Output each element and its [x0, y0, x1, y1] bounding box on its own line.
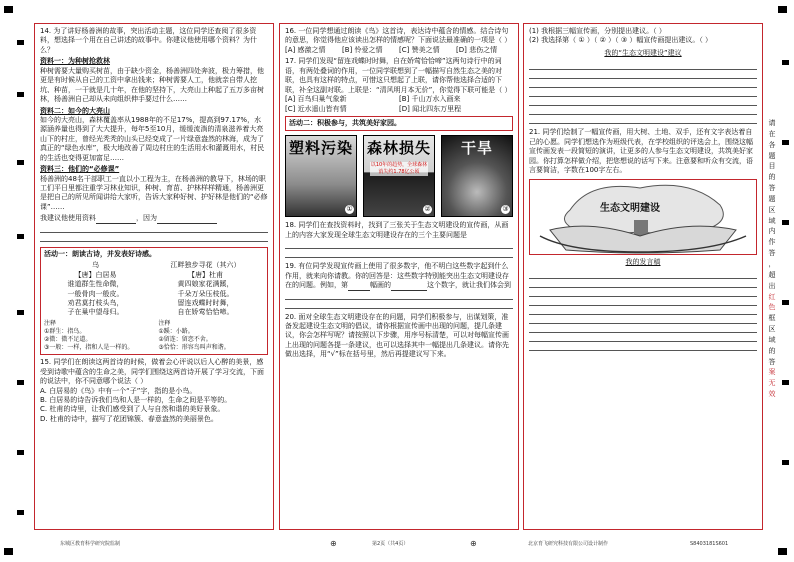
poster-number: ②: [424, 205, 431, 214]
q20-prompt: 20. 面对全球生态文明建设存在的问题，同学们积极参与，出谋划策，准备发起建设生态文明的倡议，请你根据宣传画中出现的问题，提几条建议，你会怎样写呢？请按照以下步骤，用序号标清楚，可以对每幅宣传画上出现的问题各提一条建议，也可以选择其中一幅提出几条建议。请你先做出选择，用“√”标在括号里，然后再提建议写下来。: [285, 312, 509, 359]
proposal-rule[interactable]: [529, 97, 757, 106]
q17-option-c[interactable]: [C] 近水遥山皆有情: [285, 104, 347, 113]
footer-publisher: 东城区教育科学研究院监制: [60, 541, 121, 548]
material-1-title: 资料一：为种树抢救林: [40, 57, 110, 66]
speech-rule[interactable]: [529, 324, 757, 333]
side-instruction: 请 在 各 题 目 的 答 题 区 域 内 作 答 ， 超 出 红 色 框 区 域 的 答 案 无 效: [768, 119, 776, 399]
timing-mark: [17, 40, 24, 45]
timing-mark: [782, 300, 789, 305]
speech-rule[interactable]: [529, 306, 757, 315]
material-2-body: 如今的大亮山，森林覆盖率从1988年的不足17%，提高到97.17%，水源涵养量也得到了大大提升，每年5至10月，缓缓流淌的清泉滋养着大亮山下的村庄，曾经光秃秃的山头已经变成了一片绿意盎然的林海，成为了真正的“绿色水库”，极大地改善了周边村庄的生活用水和灌溉用水，村民的生活也变得更加富足……: [40, 115, 265, 162]
q16-prompt: 16. 一位同学想通过朗读《鸟》这首诗，表达诗中蕴含的情感。结合诗句的意思，你觉得他应该读出怎样的情感呢？下面说法最准确的一项是（ ）: [285, 27, 512, 45]
proposal-rule[interactable]: [529, 115, 757, 124]
q18-prompt: 18. 同学们在查找资料时，找到了三张关于生态文明建设的宣传画，从画上的内容大家发现全球生态文明建设存在的三个主要问题是: [285, 221, 509, 239]
footer-designer: 北京育飞研究科技有限公司设计制作: [528, 541, 609, 548]
q16-option-b[interactable]: [B] 怜爱之情: [342, 45, 383, 54]
q14-prompt: 14. 为了讲好杨善洲的故事，突出活动主题，这位同学还查阅了很多资料，想选择一个用在自己讲述的故事中。你建议他使用哪个资料？为什么？: [40, 27, 257, 54]
poem-1-notes: 注释 ①群生：指鸟。 ②微：微不足道。 ③一般：一样，指和人是一样的。: [44, 319, 134, 352]
poster-title: 干旱: [460, 139, 493, 158]
answer-column-right: [523, 23, 763, 530]
proposal-rule[interactable]: [529, 61, 757, 70]
poem-2-author: 【唐】杜甫: [188, 270, 223, 279]
poem-2-title: 江畔独步寻花（其六）: [170, 261, 241, 270]
q15-option-c[interactable]: C. 杜甫的诗里，让我们感受到了人与自然和谐的美好景象。: [40, 405, 225, 414]
q17-options: [285, 95, 513, 114]
answer-column-left: [34, 23, 274, 530]
poster-row: [285, 135, 513, 217]
q19-end-text: 这个数字，就让我们体会到: [427, 281, 511, 290]
poster-number: ①: [346, 205, 353, 214]
q16-option-a[interactable]: [A] 感激之情: [285, 45, 326, 54]
timing-mark: [782, 380, 789, 385]
poster-title: 森林损失: [366, 139, 431, 158]
activity-1-title: 活动一：朗读古诗，并发表好诗感。: [44, 249, 156, 258]
proposal-rule[interactable]: [529, 88, 757, 97]
corner-mark: [778, 6, 787, 13]
q14-answer-rule[interactable]: [40, 233, 268, 242]
q14-reason-blank[interactable]: [157, 216, 217, 224]
q15-option-a[interactable]: A. 白居易的《鸟》中有一个“子”字，指的是小鸟。: [40, 386, 197, 395]
poster-caption: 以10年的趋势，全球森林消失约1.78亿公顷: [370, 162, 428, 176]
q16-option-d[interactable]: [D] 悲伤之情: [456, 45, 498, 54]
material-3-title: 资料三：他们的“必修课”: [40, 165, 120, 174]
timing-mark: [782, 140, 789, 145]
speech-rule[interactable]: [529, 315, 757, 324]
corner-mark: [778, 548, 787, 555]
material-1-body: 种树需要大量购买树苗，由于缺少资金，杨善洲四处奔波，极力筹措，他更是有时候从自己的工资中拿出钱来；种树需要人工，他就亲自带人挖坑、种苗，一干就是几十年，在他的坚持下，大亮山上种起了五万多亩树林，杨善洲自己却从未向组织伸手要过什么……: [40, 66, 264, 104]
q17-option-a[interactable]: [A] 百鸟归巢气象新: [285, 95, 347, 104]
q20-choice-2[interactable]: (2) 我选择第（ ① ）（ ② ）（ ③ ）幅宣传画提出建议。（ ）: [529, 36, 713, 45]
poem-1: [68, 261, 124, 318]
poem-1-author: 【唐】白居易: [74, 270, 117, 279]
activity-2-title: 活动二：积极参与，共筑美好家园。: [289, 118, 401, 127]
registration-mark: ⊕: [470, 539, 477, 549]
timing-mark: [17, 234, 24, 239]
footer-code: S8403181S601: [690, 541, 729, 548]
timing-mark: [782, 60, 789, 65]
proposal-rule[interactable]: [529, 79, 757, 88]
corner-mark: [4, 548, 13, 555]
q15-option-d[interactable]: D. 杜甫的诗中，描写了花团锦簇、春意盎然的美丽景色。: [40, 414, 218, 423]
speech-rule[interactable]: [529, 270, 757, 279]
poster-plastic-pollution: [285, 135, 357, 217]
q19-prompt: [285, 262, 513, 290]
q19-number-blank[interactable]: [391, 283, 427, 291]
q19-answer-rule[interactable]: [285, 291, 513, 300]
poster-drought: [441, 135, 513, 217]
q15-option-b[interactable]: B. 白居易的诗告诉我们鸟和人是一样的，生命之间是平等的。: [40, 395, 232, 404]
speech-rule[interactable]: [529, 342, 757, 351]
q19-text: 19. 有位同学发现宣传画上使用了很多数字，他不明白这些数字起到什么作用，就来向你请教。你的回答是：这些数字特别能突出生态文明建设存在的问题。例如，第: [285, 262, 509, 290]
q16-option-c[interactable]: [C] 赞美之情: [399, 45, 440, 54]
registration-mark: ⊕: [330, 539, 337, 549]
speech-rule[interactable]: [529, 288, 757, 297]
timing-mark: [782, 220, 789, 225]
q14-answer-label: 我建议他使用资料: [40, 214, 96, 223]
proposal-rule[interactable]: [529, 70, 757, 79]
poem-notes: [44, 320, 264, 352]
speech-title: 我的发言稿: [625, 257, 661, 266]
poem-line: 劝君莫打枝头鸟，: [67, 298, 124, 307]
q14-answer-line: [40, 214, 268, 223]
activity-2-box: [285, 116, 513, 131]
q14-because-label: ，因为: [136, 214, 157, 223]
tree-hands-drawing: [530, 180, 758, 254]
q17-option-d[interactable]: [D] 闻北四东万里程: [399, 104, 462, 113]
poster-forest-loss: [363, 135, 435, 217]
poems: [44, 261, 264, 318]
drawing-caption: 生态文明建设: [600, 202, 660, 214]
q21-drawing-frame: [529, 179, 757, 255]
q19-poster-blank[interactable]: [348, 283, 370, 291]
poster-title: 塑料污染: [288, 139, 353, 158]
q17-prompt: 17. 同学们发现“留连戏蝶时时舞，自在娇莺恰恰啼”这两句诗行中的词语，有两处叠词的作用，一位同学联想到了一幅描写自然生态之美的对联，也具有这样的特点，可惜这只想起了上联，请你帮他选择合适的下联，补全这副对联。上联是：“清风明月本无价”，你觉得下联可能是（ ）: [285, 57, 512, 94]
speech-rule[interactable]: [529, 333, 757, 342]
q21-prompt: 21. 同学们绘制了一幅宣传画，用大树、土地、双手，还有文字表达着自己的心愿。同学们想选作为班级代表，在学校组织的评选会上，围绕这幅宣传画发表一段简短的演讲，让更多的人参与生态文明建设，共筑美好家园。你打算怎样做介绍，把您想说的话写下来。注意要和听众有交流，语言要简洁，字数在100字左右。: [529, 128, 753, 175]
q18-answer-rule[interactable]: [285, 240, 513, 249]
poem-2-notes: 注释 ①蹊：小路。 ②留连：留恋不舍。 ③恰恰：形容鸟叫声和谐。: [158, 319, 230, 352]
footer-page-number: 第2页（共4页）: [372, 541, 409, 548]
answer-column-middle: [279, 23, 519, 530]
timing-mark: [17, 450, 24, 455]
proposal-rule[interactable]: [529, 106, 757, 115]
poem-line: 子在巢中望母归。: [67, 308, 124, 317]
poem-line: 一般骨肉一般皮。: [67, 289, 124, 298]
material-3-body: 杨善洲的48名干部职工一直以小工程为主，在杨善洲的教导下，林场的职工们平日里都注重学习林业知识，种树、育苗、护林样样精通，杨善洲更是把自己的所见所闻讲给大家听，告诉大家种好树、护好林是他们的“必修课”……: [40, 174, 268, 211]
timing-mark: [782, 460, 789, 465]
poem-line: 千朵万朵压枝低。: [177, 289, 234, 298]
timing-mark: [17, 160, 24, 165]
poem-line: 黄四娘家花满蹊，: [177, 280, 234, 289]
timing-mark: [17, 510, 24, 515]
poem-1-title: 乌: [92, 261, 99, 270]
poster-number: ③: [502, 205, 509, 214]
poem-line: 自在娇莺恰恰啼。: [177, 308, 234, 317]
q20-choice-1[interactable]: (1) 我根据三幅宣传画，分别提出建议。（ ）: [529, 27, 666, 35]
activity-1-box: [40, 247, 268, 355]
poem-line: 谁道群生性命微，: [67, 280, 124, 289]
proposal-title: 我的“生态文明建设”建议: [604, 48, 682, 57]
material-2-title: 资料二：如今的大亮山: [40, 106, 110, 115]
poem-2: [171, 261, 241, 318]
q19-mid-text: 幅画的: [370, 281, 391, 290]
q18-answer-rule[interactable]: [285, 249, 513, 258]
poem-line: 留连戏蝶时时舞，: [177, 298, 234, 307]
speech-rule[interactable]: [529, 297, 757, 306]
q14-answer-blank[interactable]: [96, 216, 136, 224]
corner-mark: [4, 6, 13, 13]
q17-option-b[interactable]: [B] 千山万水入画来: [399, 95, 461, 104]
q16-options: [285, 46, 513, 55]
timing-mark: [17, 310, 24, 315]
timing-mark: [17, 92, 24, 97]
timing-mark: [17, 380, 24, 385]
q15-prompt: 15. 同学们在朗读这两首诗的时候，做着会心评说以后人心醉的美景，感受到诗歌中蕴含的生命之美，同学们围绕这两首诗开展了学习交流，下面的说法中，你不同意哪个说法（ ）: [40, 358, 264, 386]
speech-rule[interactable]: [529, 279, 757, 288]
q19-answer-rule[interactable]: [285, 300, 513, 309]
q14-answer-rule[interactable]: [40, 224, 268, 233]
